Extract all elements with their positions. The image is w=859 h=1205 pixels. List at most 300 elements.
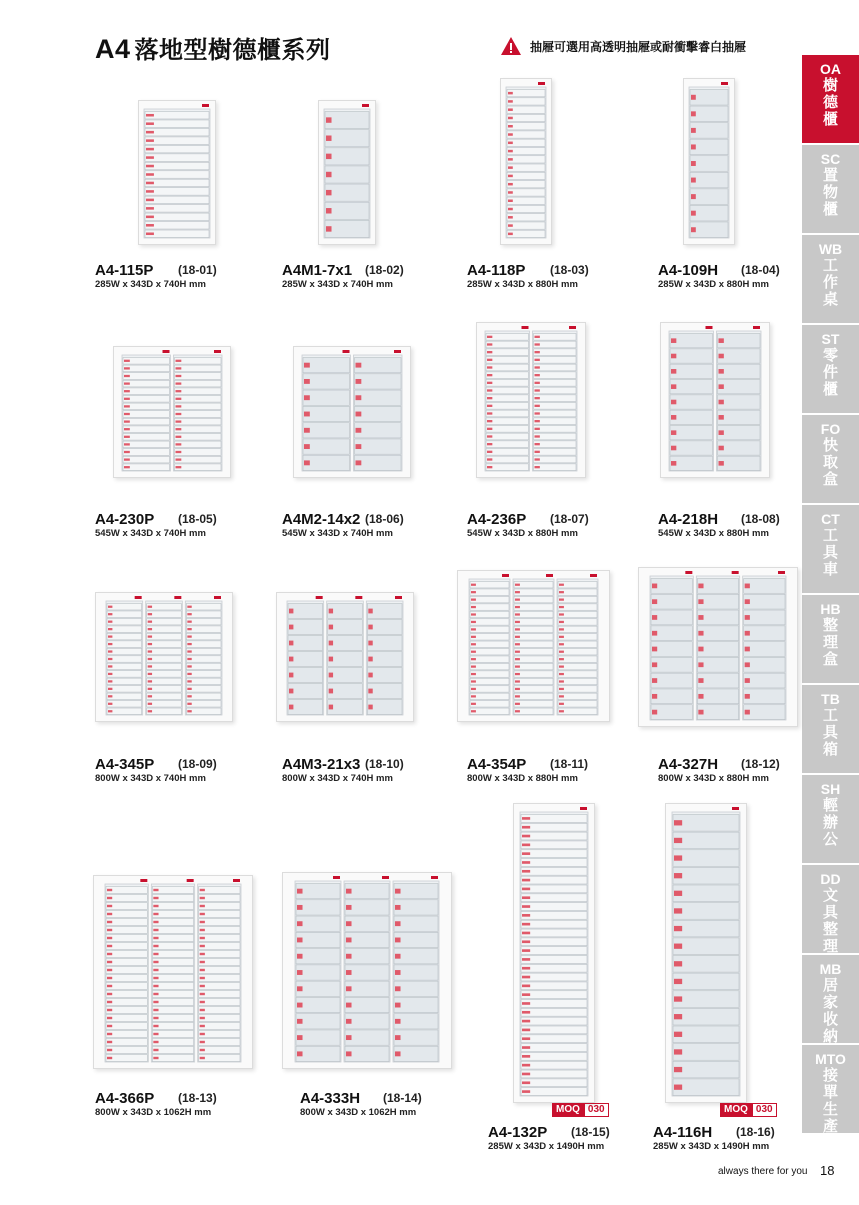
moq-label: MOQ (552, 1103, 584, 1117)
sidebar-tab-tb[interactable] (802, 685, 859, 773)
product-name: A4-354P (467, 756, 527, 773)
drawer (145, 112, 209, 119)
drawer-handle (153, 929, 158, 931)
drawer (521, 947, 587, 955)
drawer (345, 916, 389, 931)
drawer-handle (652, 647, 657, 652)
cabinet-image (513, 803, 595, 1103)
product-name: A4-218H (658, 511, 719, 528)
sidebar-tab-dd[interactable] (802, 865, 859, 953)
drawer-handle (515, 591, 520, 593)
drawer-handle (346, 889, 352, 894)
sidebar-tab-hb[interactable] (802, 595, 859, 683)
drawer (534, 387, 577, 394)
drawer (145, 213, 209, 220)
product-dimensions: 800W x 343D x 1062H mm (95, 1107, 212, 1118)
drawer (325, 202, 369, 219)
drawer-handle (471, 621, 476, 623)
drawer (355, 406, 402, 421)
drawer (175, 456, 222, 463)
drawer-handle (108, 635, 112, 637)
sidebar-tab-st[interactable] (802, 325, 859, 413)
drawer-handle (297, 986, 303, 991)
drawer-handle (124, 375, 130, 377)
drawer-handle (148, 650, 152, 652)
drawer (486, 387, 529, 394)
drawer (521, 1061, 587, 1069)
drawer (744, 642, 785, 657)
drawer-handle (148, 628, 152, 630)
sidebar-tab-code: ST (821, 331, 840, 347)
product-code: (18-12) (741, 757, 780, 771)
drawer (345, 1014, 389, 1029)
drawer (534, 395, 577, 402)
drawer-handle (508, 142, 513, 144)
drawer (296, 900, 340, 915)
cabinet-image (660, 322, 770, 478)
drawer-handle (559, 621, 564, 623)
product-dimensions: 545W x 343D x 740H mm (282, 528, 393, 539)
drawer-handle (652, 694, 657, 699)
drawer (673, 815, 739, 832)
drawer-handle (559, 695, 564, 697)
drawer (296, 932, 340, 947)
drawer (718, 426, 761, 440)
drawer-handle (297, 954, 303, 959)
drawer-handle (200, 905, 205, 907)
drawer-handle (674, 926, 682, 931)
drawer-handle (487, 351, 492, 353)
drawer-handle (745, 599, 750, 604)
drawer-handle (522, 1090, 530, 1093)
drawer-handle (108, 621, 112, 623)
product-code: (18-05) (178, 512, 217, 526)
drawer-handle (124, 360, 130, 362)
drawer-handle (329, 689, 333, 694)
drawer (521, 1088, 587, 1096)
drawer (123, 380, 170, 387)
drawer (651, 642, 692, 657)
drawer (123, 464, 170, 471)
drawer-handle (522, 932, 530, 935)
drawer-handle (674, 891, 682, 896)
drawer (486, 357, 529, 364)
drawer-handle (148, 680, 152, 682)
drawer-handle (535, 443, 540, 445)
drawer (521, 876, 587, 884)
drawer-handle (471, 703, 476, 705)
drawer-handle (535, 428, 540, 430)
drawer-handle (346, 1051, 352, 1056)
drawer (355, 374, 402, 389)
drawer-handle (745, 662, 750, 667)
drawer-handle (674, 838, 682, 843)
drawer-handle (108, 710, 112, 712)
cabinet-label-tag (233, 879, 240, 882)
drawer-handle (148, 658, 152, 660)
drawer (521, 903, 587, 911)
drawer-handle (559, 651, 564, 653)
drawer-handle (124, 451, 130, 453)
sidebar-tab-fo[interactable] (802, 415, 859, 503)
drawer-handle (153, 1009, 158, 1011)
cabinet-drawing (114, 347, 230, 477)
cabinet-drawing (139, 101, 215, 244)
drawer-handle (691, 144, 696, 149)
drawer (673, 1008, 739, 1025)
drawer-handle (674, 1067, 682, 1072)
drawer (345, 1030, 389, 1045)
drawer-handle (187, 710, 191, 712)
drawer-handle (522, 949, 530, 952)
drawer-handle (522, 967, 530, 970)
product-dimensions: 285W x 343D x 740H mm (95, 279, 206, 290)
drawer-handle (719, 384, 724, 389)
drawer-handle (535, 359, 540, 361)
product-code: (18-09) (178, 757, 217, 771)
sidebar-tab-label: 輕辦公 (822, 796, 838, 848)
cabinet-label-tag (214, 350, 221, 353)
product-name: A4-366P (95, 1090, 155, 1107)
cabinet-image (638, 567, 798, 727)
drawer-handle (745, 631, 750, 636)
drawer-handle (356, 460, 362, 465)
drawer (303, 423, 350, 438)
drawer-handle (522, 985, 530, 988)
drawer-handle (176, 428, 182, 430)
drawer-handle (176, 398, 182, 400)
drawer-handle (107, 889, 112, 891)
product-name: A4-345P (95, 756, 155, 773)
drawer (145, 188, 209, 195)
drawer-handle (297, 970, 303, 975)
drawer-handle (297, 889, 303, 894)
drawer (521, 991, 587, 999)
drawer (123, 426, 170, 433)
drawer-handle (124, 428, 130, 430)
drawer (521, 956, 587, 964)
cabinet-drawing (684, 79, 734, 244)
cabinet-image (457, 570, 610, 722)
drawer (123, 396, 170, 403)
product-name: A4-333H (300, 1090, 361, 1107)
drawer (670, 349, 713, 363)
drawer (123, 388, 170, 395)
drawer (673, 832, 739, 849)
drawer-handle (304, 460, 310, 465)
product-code: (18-13) (178, 1091, 217, 1105)
drawer-handle (346, 986, 352, 991)
drawer-handle (200, 1049, 205, 1051)
product-dimensions: 285W x 343D x 880H mm (658, 279, 769, 290)
drawer-handle (395, 970, 401, 975)
drawer (175, 449, 222, 456)
drawer-handle (187, 688, 191, 690)
drawer-handle (304, 363, 310, 368)
drawer-handle (719, 415, 724, 420)
cabinet-label-tag (753, 326, 760, 329)
moq-label: MOQ (720, 1103, 752, 1117)
drawer (651, 673, 692, 688)
drawer (521, 982, 587, 990)
sidebar-tab-oa[interactable] (802, 55, 859, 143)
moq-badge (720, 1103, 777, 1117)
drawer (145, 162, 209, 169)
drawer-handle (698, 631, 703, 636)
drawer (175, 426, 222, 433)
drawer-handle (289, 689, 293, 694)
sidebar-tab-code: TB (821, 691, 840, 707)
drawer-handle (674, 996, 682, 1001)
cabinet-drawing (666, 804, 746, 1102)
product-dimensions: 545W x 343D x 880H mm (658, 528, 769, 539)
drawer-handle (107, 977, 112, 979)
drawer-handle (107, 921, 112, 923)
drawer-handle (559, 606, 564, 608)
drawer-handle (674, 1049, 682, 1054)
drawer (651, 705, 692, 720)
drawer (670, 426, 713, 440)
drawer-handle (487, 405, 492, 407)
drawer-handle (535, 466, 540, 468)
drawer-handle (148, 710, 152, 712)
drawer (486, 349, 529, 356)
drawer (123, 418, 170, 425)
drawer-handle (153, 937, 158, 939)
drawer-handle (471, 695, 476, 697)
product-code: (18-14) (383, 1091, 422, 1105)
drawer-handle (124, 436, 130, 438)
drawer (325, 148, 369, 165)
moq-badge (552, 1103, 609, 1117)
drawer-handle (289, 641, 293, 646)
drawer-handle (368, 689, 372, 694)
drawer-handle (671, 354, 676, 359)
drawer-handle (522, 826, 530, 829)
product-dimensions: 800W x 343D x 880H mm (658, 773, 769, 784)
drawer (534, 349, 577, 356)
drawer-handle (698, 710, 703, 715)
drawer-handle (522, 923, 530, 926)
drawer-handle (395, 889, 401, 894)
drawer (394, 1046, 438, 1061)
drawer (534, 364, 577, 371)
drawer-handle (535, 366, 540, 368)
drawer-handle (200, 953, 205, 955)
drawer (123, 358, 170, 365)
drawer (486, 441, 529, 448)
cabinet-label-tag (522, 326, 529, 329)
drawer-handle (153, 985, 158, 987)
drawer-handle (508, 200, 513, 202)
drawer-handle (108, 703, 112, 705)
cabinet-image (282, 872, 452, 1069)
drawer (486, 403, 529, 410)
drawer (651, 657, 692, 672)
drawer-handle (187, 650, 191, 652)
drawer (345, 900, 389, 915)
drawer-handle (535, 389, 540, 391)
drawer-handle (487, 451, 492, 453)
drawer (145, 171, 209, 178)
drawer-handle (326, 172, 332, 177)
sidebar-tab-sh[interactable] (802, 775, 859, 863)
drawer (394, 932, 438, 947)
drawer-handle (719, 354, 724, 359)
drawer-handle (108, 688, 112, 690)
drawer-handle (515, 613, 520, 615)
drawer-handle (471, 613, 476, 615)
drawer-handle (508, 183, 513, 185)
drawer-handle (326, 208, 332, 213)
drawer-handle (153, 977, 158, 979)
drawer (534, 418, 577, 425)
drawer (670, 334, 713, 348)
drawer-handle (107, 1049, 112, 1051)
drawer (486, 334, 529, 341)
drawer (355, 358, 402, 373)
drawer-handle (297, 1019, 303, 1024)
drawer-handle (671, 400, 676, 405)
drawer-handle (522, 888, 530, 891)
drawer (345, 981, 389, 996)
product-dimensions: 285W x 343D x 1490H mm (653, 1141, 770, 1152)
product-dimensions: 800W x 343D x 740H mm (282, 773, 393, 784)
product-name: A4-236P (467, 511, 527, 528)
drawer (175, 396, 222, 403)
drawer-handle (148, 688, 152, 690)
drawer-handle (559, 688, 564, 690)
drawer-handle (326, 117, 332, 122)
cabinet-label-tag (590, 574, 597, 577)
sidebar-tab-mb[interactable] (802, 955, 859, 1043)
drawer-handle (559, 591, 564, 593)
drawer-handle (522, 993, 530, 996)
drawer-handle (522, 1011, 530, 1014)
drawer-handle (691, 227, 696, 232)
drawer-handle (508, 208, 513, 210)
drawer-handle (176, 413, 182, 415)
sidebar-tab-sc[interactable] (802, 145, 859, 233)
drawer (521, 841, 587, 849)
sidebar-tab-label: 工具車 (822, 526, 838, 578)
sidebar-tab-code: HB (820, 601, 841, 617)
drawer (521, 815, 587, 823)
drawer-handle (153, 1001, 158, 1003)
drawer-handle (559, 673, 564, 675)
drawer (486, 341, 529, 348)
drawer-handle (289, 673, 293, 678)
drawer-handle (719, 400, 724, 405)
drawer-handle (146, 182, 154, 185)
drawer-handle (698, 599, 703, 604)
drawer (521, 964, 587, 972)
drawer-handle (329, 705, 333, 710)
drawer-handle (471, 680, 476, 682)
drawer-handle (187, 606, 191, 608)
drawer-handle (535, 351, 540, 353)
sidebar-tab-ct[interactable] (802, 505, 859, 593)
drawer-handle (108, 680, 112, 682)
cabinet-label-tag (706, 326, 713, 329)
drawer-handle (522, 879, 530, 882)
drawer (534, 334, 577, 341)
cabinet-image (95, 592, 233, 722)
drawer-handle (176, 458, 182, 460)
drawer-handle (671, 338, 676, 343)
product-code: (18-11) (550, 757, 589, 771)
drawer-handle (176, 360, 182, 362)
sidebar-tab-mto[interactable] (802, 1045, 859, 1133)
drawer-handle (304, 395, 310, 400)
cabinet-label-tag (538, 82, 545, 85)
drawer-handle (289, 609, 293, 614)
drawer (325, 130, 369, 147)
product-name: A4-132P (488, 1124, 548, 1141)
cabinet-label-tag (355, 596, 362, 599)
drawer-handle (200, 1001, 205, 1003)
drawer-handle (508, 191, 513, 193)
drawer-handle (124, 458, 130, 460)
cabinet-image (476, 322, 586, 478)
drawer-handle (522, 852, 530, 855)
drawer (521, 850, 587, 858)
drawer (673, 1044, 739, 1061)
drawer-handle (487, 466, 492, 468)
drawer-handle (745, 710, 750, 715)
drawer-handle (200, 1057, 205, 1059)
drawer-handle (297, 1003, 303, 1008)
drawer-handle (559, 598, 564, 600)
drawer (534, 341, 577, 348)
drawer (744, 579, 785, 594)
drawer-handle (200, 1017, 205, 1019)
drawer (521, 1079, 587, 1087)
drawer (296, 1030, 340, 1045)
drawer-handle (346, 905, 352, 910)
drawer (296, 1014, 340, 1029)
drawer-handle (326, 135, 332, 140)
sidebar-tab-code: SH (820, 781, 841, 797)
drawer-handle (153, 1041, 158, 1043)
drawer-handle (346, 921, 352, 926)
drawer-handle (200, 1009, 205, 1011)
product-name: A4M1-7x1 (282, 262, 353, 279)
sidebar-tab-wb[interactable] (802, 235, 859, 323)
drawer (486, 395, 529, 402)
product-dimensions: 800W x 343D x 1062H mm (300, 1107, 417, 1118)
drawer-handle (200, 937, 205, 939)
drawer-handle (698, 678, 703, 683)
drawer (394, 884, 438, 899)
drawer (486, 464, 529, 471)
cabinet-image (113, 346, 231, 478)
drawer (123, 403, 170, 410)
drawer-handle (329, 641, 333, 646)
drawer (296, 997, 340, 1012)
drawer-handle (153, 1017, 158, 1019)
drawer (345, 932, 389, 947)
drawer (486, 449, 529, 456)
drawer-handle (691, 178, 696, 183)
drawer-handle (146, 224, 154, 227)
drawer (670, 395, 713, 409)
drawer-handle (304, 428, 310, 433)
drawer (345, 949, 389, 964)
cabinet-label-tag (362, 104, 369, 107)
product-name: A4M3-21x3 (282, 756, 361, 773)
drawer-handle (522, 835, 530, 838)
